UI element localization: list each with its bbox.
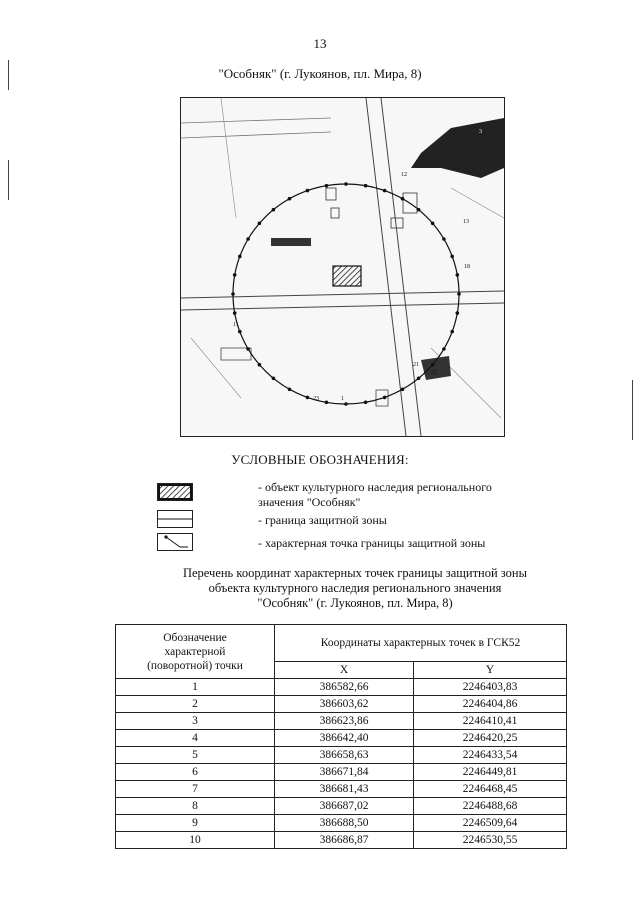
zone-point [401,388,405,392]
point-label: 13 [463,219,469,225]
point-number-cell: 6 [116,764,275,781]
heritage-object-symbol [157,483,193,501]
coordinates-table [115,624,567,849]
point-label: 12 [401,172,407,178]
legend-text-line: значения "Особняк" [258,495,361,509]
zone-point [431,363,435,367]
table-row [116,781,567,798]
zone-boundary-symbol [157,510,193,528]
vegetation-area [411,118,504,178]
zone-point [450,330,454,334]
y-header: Y [414,662,567,679]
hatch-icon [158,484,192,500]
x-header: X [275,662,414,679]
point-number-cell: 2 [116,696,275,713]
point-label: 18 [464,264,470,270]
legend-item-boundary: - граница защитной зоны [258,513,387,527]
zone-point [383,189,387,193]
zone-point [456,311,460,315]
point-label: 1 [341,396,344,402]
document-title: "Особняк" (г. Лукоянов, пл. Мира, 8) [218,66,422,81]
road-line [366,98,406,436]
point-number-cell: 4 [116,730,275,747]
x-coordinate-cell: 386686,87 [275,832,414,849]
legend-text-line: - объект культурного наследия регионального [258,480,492,494]
point-number-cell: 9 [116,815,275,832]
point-number-cell: 7 [116,781,275,798]
parcel-line [221,98,236,218]
zone-point [364,184,368,188]
table-row [116,747,567,764]
x-coordinate-cell: 386642,40 [275,730,414,747]
point-number-cell: 5 [116,747,275,764]
header-line: характерной [164,645,226,658]
map-drawing [181,98,504,436]
legend-title: УСЛОВНЫЕ ОБОЗНАЧЕНИЯ: [231,452,409,467]
y-coordinate-cell: 2246403,83 [414,679,567,696]
zone-point [272,377,276,381]
table-row [116,798,567,815]
point-number-cell: 3 [116,713,275,730]
page-number: 13 [313,36,327,51]
scan-margin-line [632,380,633,440]
zone-point [344,182,348,186]
zone-point [442,237,446,241]
zone-point [457,292,461,296]
point-label: 22 [431,370,437,376]
street-line [181,132,331,138]
zone-point [306,396,310,400]
zone-point [238,255,242,259]
y-coordinate-cell: 2246433,54 [414,747,567,764]
y-coordinate-cell: 2246410,41 [414,713,567,730]
coordinates-table-body [116,679,567,849]
x-coordinate-cell: 386623,86 [275,713,414,730]
zone-point [344,402,348,406]
zone-point [288,388,292,392]
zone-point [417,377,421,381]
x-coordinate-cell: 386687,02 [275,798,414,815]
coordinates-header: Координаты характерных точек в ГСК52 [275,625,567,662]
scan-margin-line [8,160,9,200]
zone-point [246,237,250,241]
x-coordinate-cell: 386681,43 [275,781,414,798]
road-line [181,291,504,298]
point-label: 21 [413,362,419,368]
street-line [181,118,331,123]
building [326,188,336,200]
zone-point [364,401,368,405]
zone-point [417,208,421,212]
y-coordinate-cell: 2246449,81 [414,764,567,781]
coordinates-list-heading [130,566,580,611]
zone-point [442,347,446,351]
table-row [116,696,567,713]
point-designation-header [116,625,275,679]
legend-item-heritage [258,480,492,510]
zone-point [246,347,250,351]
zone-point [233,273,237,277]
table-row [116,713,567,730]
y-coordinate-cell: 2246530,55 [414,832,567,849]
zone-point [450,255,454,259]
zone-point-symbol [157,533,193,551]
building [331,208,339,218]
x-coordinate-cell: 386603,62 [275,696,414,713]
road-line [381,98,421,436]
point-label: 3 [479,129,482,135]
legend-item-point: - характерная точка границы защитной зоны [258,536,486,550]
header-line: (поворотной) точки [147,659,243,672]
table-row [116,832,567,849]
parcel-line [451,188,504,218]
point-number-cell: 1 [116,679,275,696]
point-marker-icon [158,534,192,550]
protection-zone-map [180,97,505,437]
header-line: Обозначение [163,631,227,644]
building [391,218,403,228]
zone-point [231,292,235,296]
zone-point [325,401,329,405]
y-coordinate-cell: 2246509,64 [414,815,567,832]
point-number-cell: 8 [116,798,275,815]
zone-point [401,197,405,201]
point-label: 23 [313,396,319,402]
table-row [116,730,567,747]
road-line [181,303,504,310]
zone-point [238,330,242,334]
building-block [271,238,311,246]
y-coordinate-cell: 2246404,86 [414,696,567,713]
zone-point [456,273,460,277]
zone-point [258,363,262,367]
x-coordinate-cell: 386582,66 [275,679,414,696]
heading-line: "Особняк" (г. Лукоянов, пл. Мира, 8) [257,596,453,610]
boundary-line-icon [158,511,192,527]
table-row [116,815,567,832]
x-coordinate-cell: 386658,63 [275,747,414,764]
zone-point [306,189,310,193]
point-label: 11 [233,322,239,328]
zone-point [431,222,435,226]
table-row [116,679,567,696]
zone-point [325,184,329,188]
y-coordinate-cell: 2246468,45 [414,781,567,798]
heading-line: объекта культурного наследия регионального значения [208,581,502,595]
y-coordinate-cell: 2246420,25 [414,730,567,747]
x-coordinate-cell: 386671,84 [275,764,414,781]
table-row [116,764,567,781]
y-coordinate-cell: 2246488,68 [414,798,567,815]
parcel-line [191,338,241,398]
x-coordinate-cell: 386688,50 [275,815,414,832]
zone-point [233,311,237,315]
zone-point [383,396,387,400]
heading-line: Перечень координат характерных точек границы защитной зоны [182,566,528,580]
point-number-cell: 10 [116,832,275,849]
zone-point [288,197,292,201]
zone-point [272,208,276,212]
zone-point [258,222,262,226]
heritage-object [333,266,361,286]
